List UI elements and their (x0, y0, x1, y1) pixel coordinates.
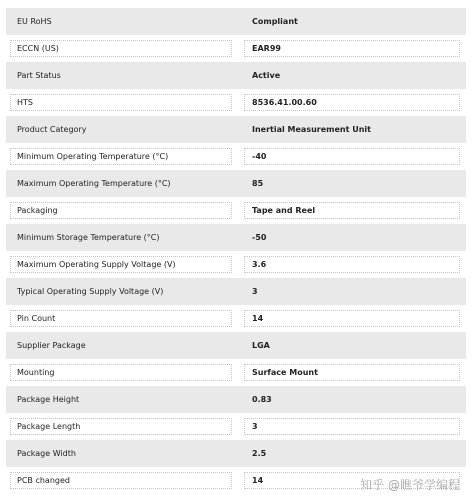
row-value: LGA (252, 341, 270, 350)
spec-table (6, 8, 466, 494)
row-value: 0.83 (252, 395, 272, 404)
table-row (6, 116, 466, 143)
row-value: 3 (252, 287, 258, 296)
table-row (6, 440, 466, 467)
watermark: 知乎 @瞧爷学编程 (360, 478, 460, 492)
row-label: ECCN (US) (10, 40, 232, 57)
row-label: PCB changed (10, 472, 232, 489)
table-row (6, 170, 466, 197)
table-row (6, 89, 466, 116)
row-label: Part Status (17, 71, 61, 80)
row-value: 2.5 (252, 449, 267, 458)
table-row (6, 359, 466, 386)
row-label: Pin Count (10, 310, 232, 327)
row-value: Tape and Reel (244, 202, 460, 219)
row-value: 3.6 (244, 256, 460, 273)
table-row (6, 143, 466, 170)
row-label: Mounting (10, 364, 232, 381)
table-row (6, 278, 466, 305)
table-row (6, 35, 466, 62)
table-row (6, 251, 466, 278)
row-label: Minimum Storage Temperature (°C) (17, 233, 160, 242)
row-label: Package Height (17, 395, 80, 404)
row-value: EAR99 (244, 40, 460, 57)
row-label: Typical Operating Supply Voltage (V) (17, 287, 164, 296)
table-row (6, 8, 466, 35)
row-label: Packaging (10, 202, 232, 219)
row-value: Compliant (252, 17, 298, 26)
table-row (6, 332, 466, 359)
row-value: Surface Mount (244, 364, 460, 381)
table-row (6, 197, 466, 224)
table-row (6, 305, 466, 332)
row-label: HTS (10, 94, 232, 111)
row-label: Product Category (17, 125, 87, 134)
row-value: Inertial Measurement Unit (252, 125, 371, 134)
row-value: 3 (244, 418, 460, 435)
table-row (6, 386, 466, 413)
row-value: 14 (244, 310, 460, 327)
row-label: Minimum Operating Temperature (°C) (10, 148, 232, 165)
table-row (6, 62, 466, 89)
row-label: Maximum Operating Supply Voltage (V) (10, 256, 232, 273)
row-label: Supplier Package (17, 341, 86, 350)
row-label: Package Width (17, 449, 76, 458)
row-value: -50 (252, 233, 267, 242)
row-label: Package Length (10, 418, 232, 435)
row-value: Active (252, 71, 281, 80)
row-label: Maximum Operating Temperature (°C) (17, 179, 171, 188)
row-value: 85 (252, 179, 264, 188)
row-value: 8536.41.00.60 (244, 94, 460, 111)
table-row (6, 413, 466, 440)
table-row (6, 224, 466, 251)
row-value: 14 (244, 472, 460, 489)
row-label: EU RoHS (17, 17, 52, 26)
row-value: -40 (244, 148, 460, 165)
